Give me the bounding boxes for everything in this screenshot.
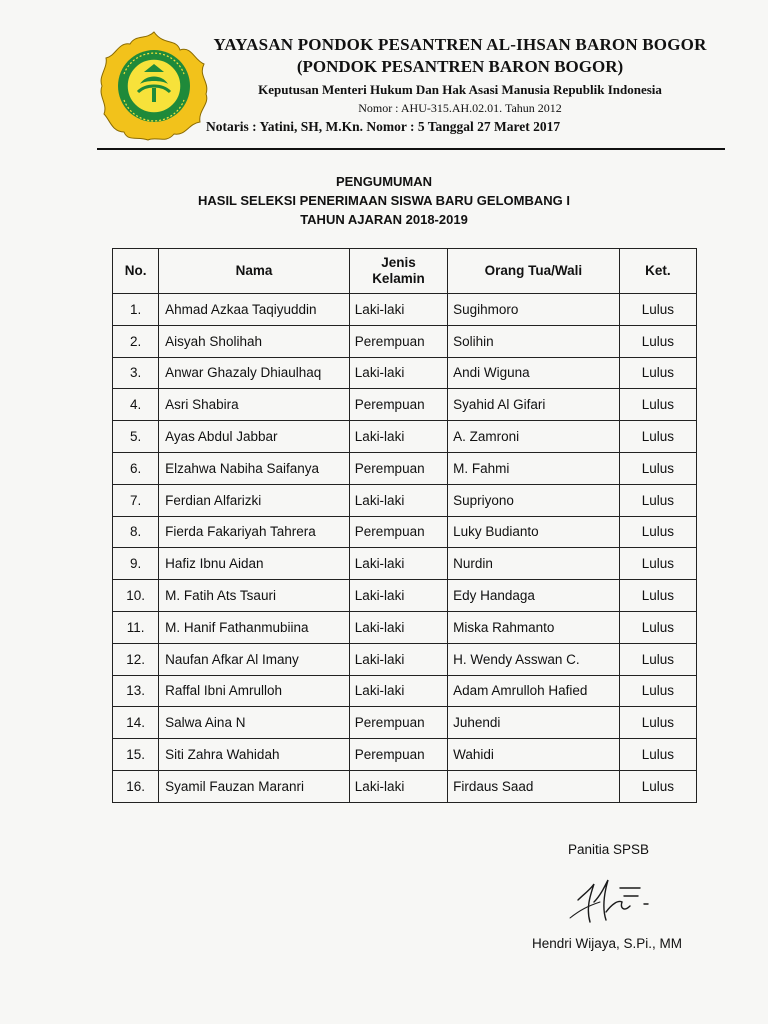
cell-name: Naufan Afkar Al Imany bbox=[159, 643, 350, 675]
cell-parent: Wahidi bbox=[448, 739, 620, 771]
cell-gender: Laki-laki bbox=[349, 484, 447, 516]
cell-name: Anwar Ghazaly Dhiaulhaq bbox=[159, 357, 350, 389]
letterhead bbox=[0, 0, 768, 150]
foundation-name: YAYASAN PONDOK PESANTREN AL-IHSAN BARON BOGOR bbox=[213, 35, 707, 54]
cell-no: 12. bbox=[113, 643, 159, 675]
cell-status: Lulus bbox=[619, 325, 696, 357]
cell-parent: H. Wendy Asswan C. bbox=[448, 643, 620, 675]
cell-gender: Laki-laki bbox=[349, 611, 447, 643]
cell-name: Fierda Fakariyah Tahrera bbox=[159, 516, 350, 548]
cell-no: 13. bbox=[113, 675, 159, 707]
cell-parent: A. Zamroni bbox=[448, 421, 620, 453]
cell-name: Salwa Aina N bbox=[159, 707, 350, 739]
cell-status: Lulus bbox=[619, 770, 696, 802]
cell-name: Asri Shabira bbox=[159, 389, 350, 421]
cell-name: Aisyah Sholihah bbox=[159, 325, 350, 357]
cell-parent: Miska Rahmanto bbox=[448, 611, 620, 643]
cell-status: Lulus bbox=[619, 452, 696, 484]
cell-no: 2. bbox=[113, 325, 159, 357]
table-row bbox=[113, 707, 697, 739]
cell-gender: Laki-laki bbox=[349, 421, 447, 453]
cell-no: 4. bbox=[113, 389, 159, 421]
cell-gender: Laki-laki bbox=[349, 548, 447, 580]
cell-parent: Supriyono bbox=[448, 484, 620, 516]
table-row bbox=[113, 516, 697, 548]
table-row bbox=[113, 611, 697, 643]
table-row bbox=[113, 325, 697, 357]
letterhead-text bbox=[200, 34, 720, 138]
header-parent: Orang Tua/Wali bbox=[448, 249, 620, 294]
cell-status: Lulus bbox=[619, 675, 696, 707]
cell-no: 15. bbox=[113, 739, 159, 771]
heading-year: TAHUN AJARAN 2018-2019 bbox=[300, 212, 468, 227]
cell-name: Raffal Ibni Amrulloh bbox=[159, 675, 350, 707]
table-row bbox=[113, 675, 697, 707]
cell-status: Lulus bbox=[619, 611, 696, 643]
school-name: (PONDOK PESANTREN BARON BOGOR) bbox=[296, 57, 624, 76]
cell-no: 7. bbox=[113, 484, 159, 516]
cell-no: 16. bbox=[113, 770, 159, 802]
cell-gender: Laki-laki bbox=[349, 294, 447, 326]
cell-name: Siti Zahra Wahidah bbox=[159, 739, 350, 771]
cell-no: 9. bbox=[113, 548, 159, 580]
cell-no: 11. bbox=[113, 611, 159, 643]
cell-no: 6. bbox=[113, 452, 159, 484]
decree-number: Nomor : AHU-315.AH.02.01. Tahun 2012 bbox=[358, 101, 562, 115]
cell-parent: Syahid Al Gifari bbox=[448, 389, 620, 421]
cell-name: Syamil Fauzan Maranri bbox=[159, 770, 350, 802]
signatory-name: Hendri Wijaya, S.Pi., MM bbox=[532, 936, 683, 951]
table-row bbox=[113, 484, 697, 516]
cell-parent: Nurdin bbox=[448, 548, 620, 580]
cell-gender: Perempuan bbox=[349, 389, 447, 421]
cell-parent: Juhendi bbox=[448, 707, 620, 739]
cell-status: Lulus bbox=[619, 294, 696, 326]
table-row bbox=[113, 580, 697, 612]
cell-name: Ferdian Alfarizki bbox=[159, 484, 350, 516]
header-gender: Jenis Kelamin bbox=[349, 249, 447, 294]
table-row bbox=[113, 739, 697, 771]
cell-no: 3. bbox=[113, 357, 159, 389]
table-row bbox=[113, 770, 697, 802]
table-row bbox=[113, 294, 697, 326]
cell-gender: Perempuan bbox=[349, 516, 447, 548]
letterhead-divider bbox=[97, 148, 725, 150]
heading-title: PENGUMUMAN bbox=[335, 174, 433, 189]
cell-gender: Perempuan bbox=[349, 707, 447, 739]
cell-status: Lulus bbox=[619, 484, 696, 516]
cell-name: Hafiz Ibnu Aidan bbox=[159, 548, 350, 580]
cell-parent: Luky Budianto bbox=[448, 516, 620, 548]
header-status: Ket. bbox=[619, 249, 696, 294]
cell-gender: Laki-laki bbox=[349, 770, 447, 802]
cell-name: Ahmad Azkaa Taqiyuddin bbox=[159, 294, 350, 326]
announcement-heading bbox=[0, 172, 768, 229]
foundation-logo bbox=[98, 30, 210, 142]
cell-status: Lulus bbox=[619, 739, 696, 771]
cell-parent: Adam Amrulloh Hafied bbox=[448, 675, 620, 707]
committee-label: Panitia SPSB bbox=[568, 842, 650, 857]
cell-name: M. Fatih Ats Tsauri bbox=[159, 580, 350, 612]
cell-no: 14. bbox=[113, 707, 159, 739]
header-name: Nama bbox=[159, 249, 350, 294]
table-header-row bbox=[113, 249, 697, 294]
cell-status: Lulus bbox=[619, 516, 696, 548]
cell-no: 10. bbox=[113, 580, 159, 612]
cell-no: 8. bbox=[113, 516, 159, 548]
table-row bbox=[113, 452, 697, 484]
cell-parent: Edy Handaga bbox=[448, 580, 620, 612]
handwritten-signature bbox=[560, 872, 670, 932]
cell-gender: Laki-laki bbox=[349, 357, 447, 389]
notary-info: Notaris : Yatini, SH, M.Kn. Nomor : 5 Tanggal 27 Maret 2017 bbox=[206, 119, 561, 134]
cell-status: Lulus bbox=[619, 548, 696, 580]
table-row bbox=[113, 357, 697, 389]
cell-gender: Laki-laki bbox=[349, 643, 447, 675]
cell-status: Lulus bbox=[619, 643, 696, 675]
cell-name: Elzahwa Nabiha Saifanya bbox=[159, 452, 350, 484]
ministry-decree: Keputusan Menteri Hukum Dan Hak Asasi Manusia Republik Indonesia bbox=[258, 82, 662, 97]
cell-parent: Andi Wiguna bbox=[448, 357, 620, 389]
cell-name: M. Hanif Fathanmubiina bbox=[159, 611, 350, 643]
table-row bbox=[113, 643, 697, 675]
cell-parent: Solihin bbox=[448, 325, 620, 357]
cell-parent: M. Fahmi bbox=[448, 452, 620, 484]
cell-no: 1. bbox=[113, 294, 159, 326]
header-no: No. bbox=[113, 249, 159, 294]
cell-gender: Laki-laki bbox=[349, 580, 447, 612]
table-row bbox=[113, 389, 697, 421]
cell-status: Lulus bbox=[619, 357, 696, 389]
results-table bbox=[112, 248, 697, 803]
table-row bbox=[113, 548, 697, 580]
cell-gender: Laki-laki bbox=[349, 675, 447, 707]
table-row bbox=[113, 421, 697, 453]
cell-status: Lulus bbox=[619, 580, 696, 612]
cell-status: Lulus bbox=[619, 389, 696, 421]
cell-parent: Sugihmoro bbox=[448, 294, 620, 326]
cell-gender: Perempuan bbox=[349, 325, 447, 357]
heading-subtitle: HASIL SELEKSI PENERIMAAN SISWA BARU GELOMBANG I bbox=[198, 193, 570, 208]
cell-status: Lulus bbox=[619, 421, 696, 453]
cell-gender: Perempuan bbox=[349, 739, 447, 771]
cell-no: 5. bbox=[113, 421, 159, 453]
cell-name: Ayas Abdul Jabbar bbox=[159, 421, 350, 453]
cell-status: Lulus bbox=[619, 707, 696, 739]
cell-gender: Perempuan bbox=[349, 452, 447, 484]
cell-parent: Firdaus Saad bbox=[448, 770, 620, 802]
